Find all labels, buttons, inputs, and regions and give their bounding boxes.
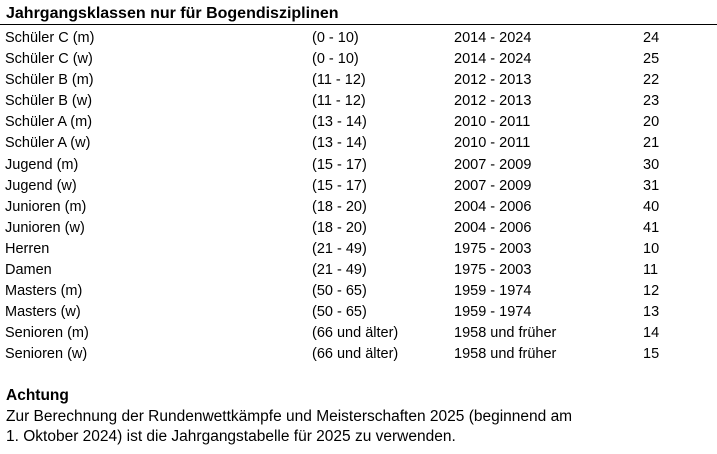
- table-row: [0, 344, 717, 365]
- birth-years-cell: 2012 - 2013: [454, 72, 532, 89]
- birth-years-cell: 2004 - 2006: [454, 219, 532, 236]
- table-row: [0, 176, 717, 197]
- note-line: 1. Oktober 2024) ist die Jahrgangstabelle für 2025 zu verwenden.: [6, 428, 456, 445]
- class-number-cell: 14: [643, 325, 660, 342]
- class-name-cell: Jugend (w): [5, 177, 77, 194]
- age-range-cell: (50 - 65): [312, 283, 367, 300]
- table-row: [0, 112, 717, 133]
- age-range-cell: (18 - 20): [312, 219, 367, 236]
- class-number-cell: 15: [643, 346, 660, 363]
- age-range-cell: (13 - 14): [312, 135, 367, 152]
- note-line: Zur Berechnung der Rundenwettkämpfe und Meisterschaften 2025 (beginnend am: [6, 408, 573, 425]
- birth-years-cell: 1975 - 2003: [454, 240, 532, 257]
- table-row: [0, 91, 717, 112]
- age-range-cell: (15 - 17): [312, 177, 367, 194]
- table-row: [0, 260, 717, 281]
- birth-years-cell: 2012 - 2013: [454, 93, 532, 110]
- age-range-cell: (0 - 10): [312, 30, 359, 46]
- class-number-cell: 20: [643, 114, 660, 131]
- class-name-cell: Jugend (m): [5, 156, 79, 173]
- birth-years-cell: 2014 - 2024: [454, 51, 532, 68]
- birth-years-cell: 1959 - 1974: [454, 304, 532, 321]
- table-row: [0, 28, 717, 49]
- age-range-cell: (50 - 65): [312, 304, 367, 321]
- class-name-cell: Damen: [5, 262, 52, 279]
- class-name-cell: Masters (m): [5, 283, 83, 300]
- age-range-cell: (66 und älter): [312, 325, 399, 342]
- table-row: [0, 70, 717, 91]
- class-name-cell: Senioren (m): [5, 325, 89, 342]
- note-heading: Achtung: [6, 387, 69, 404]
- class-number-cell: 25: [643, 51, 660, 68]
- age-range-cell: (11 - 12): [312, 72, 366, 89]
- table-row: [0, 239, 717, 260]
- class-name-cell: Schüler C (w): [5, 51, 93, 68]
- note-paragraph: [6, 407, 706, 447]
- class-name-cell: Schüler B (w): [5, 93, 93, 110]
- title-underline: [0, 24, 717, 25]
- table-row: [0, 197, 717, 218]
- birth-years-cell: 1958 und früher: [454, 325, 557, 342]
- class-name-cell: Junioren (w): [5, 219, 85, 236]
- class-name-cell: Schüler B (m): [5, 72, 94, 89]
- birth-years-cell: 2010 - 2011: [454, 114, 531, 131]
- birth-years-cell: 2007 - 2009: [454, 156, 532, 173]
- birth-years-cell: 2010 - 2011: [454, 135, 531, 152]
- class-name-cell: Senioren (w): [5, 346, 88, 363]
- birth-years-cell: 2004 - 2006: [454, 198, 532, 215]
- age-range-cell: (21 - 49): [312, 262, 367, 279]
- age-range-cell: (66 und älter): [312, 346, 399, 363]
- birth-years-cell: 1959 - 1974: [454, 283, 532, 300]
- class-number-cell: 30: [643, 156, 660, 173]
- birth-years-cell: 1958 und früher: [454, 346, 557, 363]
- page-title: Jahrgangsklassen nur für Bogendisziplinen: [6, 5, 339, 22]
- class-number-cell: 12: [643, 283, 660, 300]
- table-row: [0, 155, 717, 176]
- class-number-cell: 11: [643, 262, 659, 279]
- table-row: [0, 133, 717, 154]
- age-class-table: [0, 28, 717, 366]
- table-row: [0, 281, 717, 302]
- table-row: [0, 302, 717, 323]
- birth-years-cell: 2014 - 2024: [454, 30, 532, 46]
- class-number-cell: 13: [643, 304, 660, 321]
- birth-years-cell: 1975 - 2003: [454, 262, 532, 279]
- class-number-cell: 24: [643, 30, 660, 46]
- class-name-cell: Schüler A (m): [5, 114, 93, 131]
- class-number-cell: 21: [643, 135, 660, 152]
- age-range-cell: (11 - 12): [312, 93, 366, 110]
- class-name-cell: Schüler A (w): [5, 135, 91, 152]
- age-range-cell: (21 - 49): [312, 240, 367, 257]
- table-row: [0, 49, 717, 70]
- class-name-cell: Masters (w): [5, 304, 81, 321]
- class-number-cell: 23: [643, 93, 660, 110]
- age-range-cell: (13 - 14): [312, 114, 367, 131]
- class-name-cell: Schüler C (m): [5, 30, 95, 46]
- age-range-cell: (15 - 17): [312, 156, 367, 173]
- class-number-cell: 41: [643, 219, 660, 236]
- class-number-cell: 31: [643, 177, 660, 194]
- age-range-cell: (18 - 20): [312, 198, 367, 215]
- class-number-cell: 10: [643, 240, 660, 257]
- age-range-cell: (0 - 10): [312, 51, 359, 68]
- birth-years-cell: 2007 - 2009: [454, 177, 532, 194]
- class-number-cell: 22: [643, 72, 660, 89]
- table-row: [0, 323, 717, 344]
- table-row: [0, 218, 717, 239]
- class-name-cell: Junioren (m): [5, 198, 87, 215]
- class-number-cell: 40: [643, 198, 660, 215]
- class-name-cell: Herren: [5, 240, 50, 257]
